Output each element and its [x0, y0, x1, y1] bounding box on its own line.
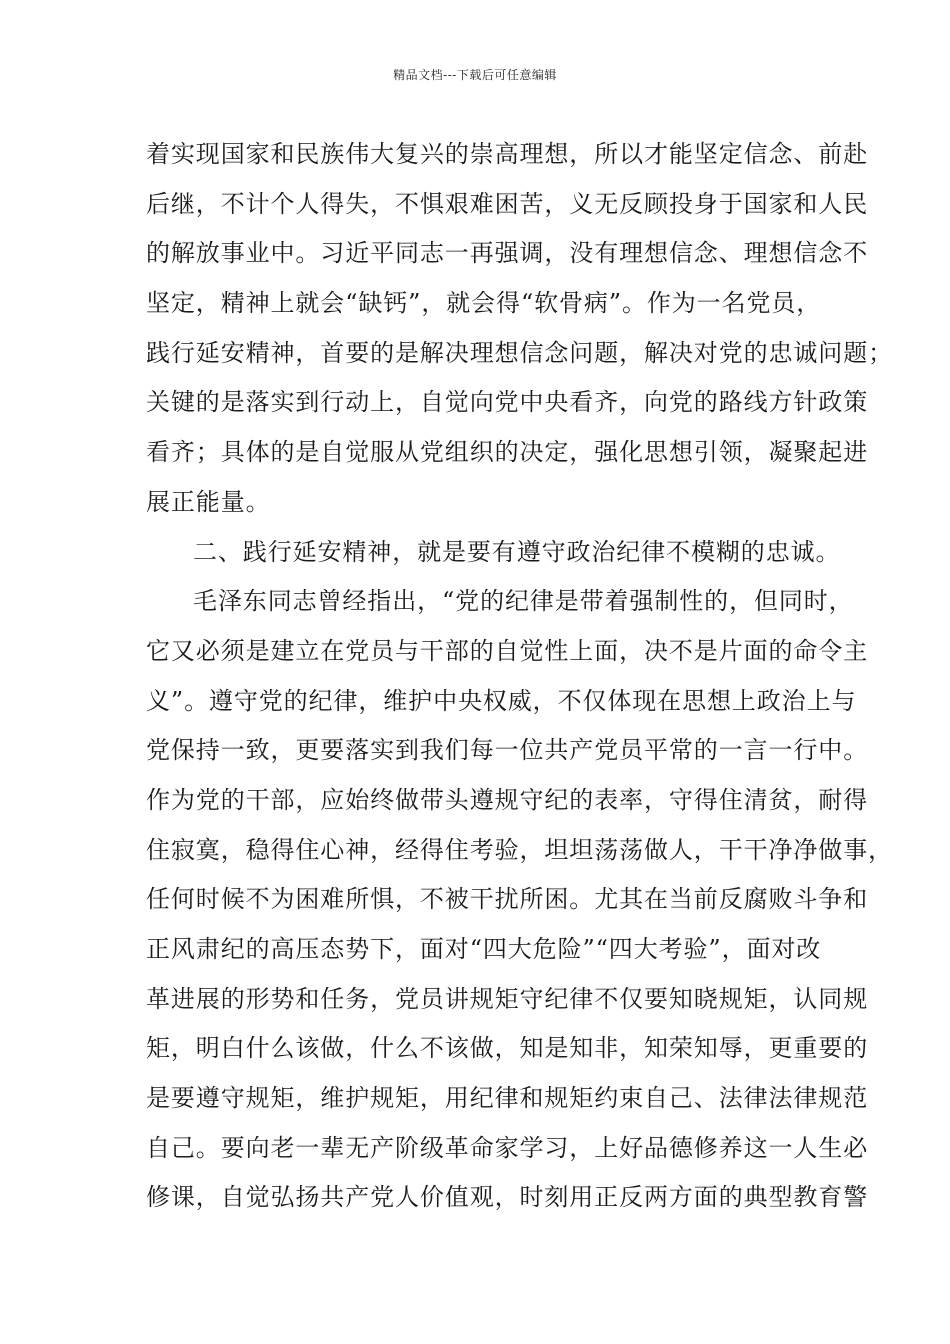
- paragraph-line: 任何时候不为困难所惧，不被干扰所困。尤其在当前反腐败斗争和: [146, 885, 869, 914]
- paragraph-line: 看齐；具体的是自觉服从党组织的决定，强化思想引领，凝聚起进: [146, 438, 869, 467]
- paragraph-line: 党保持一致，更要落实到我们每一位共产党员平常的一言一行中。: [146, 736, 869, 765]
- paragraph-line: 它又必须是建立在党员与干部的自觉性上面，决不是片面的命令主: [146, 636, 869, 665]
- paragraph-line: 作为党的干部，应始终做带头遵规守纪的表率，守得住清贫，耐得: [146, 785, 869, 814]
- paragraph-line: 矩，明白什么该做，什么不该做，知是知非，知荣知辱，更重要的: [146, 1034, 869, 1063]
- section-heading: 二、践行延安精神，就是要有遵守政治纪律不模糊的忠诚。: [193, 537, 841, 566]
- page-header: 精品文档---下载后可任意编辑: [393, 68, 557, 82]
- paragraph-line: 自己。要向老一辈无产阶级革命家学习，上好品德修养这一人生必: [146, 1133, 869, 1162]
- paragraph-line: 是要遵守规矩，维护规矩，用纪律和规矩约束自己、法律法律规范: [146, 1084, 869, 1113]
- paragraph-line: 正风肃纪的高压态势下，面对“四大危险”“四大考验”，面对改: [146, 935, 822, 963]
- document-body: [146, 130, 893, 1223]
- paragraph-line: 毛泽东同志曾经指出，“党的纪律是带着强制性的，但同时，: [193, 587, 854, 616]
- paragraph-line: 后继，不计个人得失，不惧艰难困苦，义无反顾投身于国家和人民: [146, 189, 869, 218]
- paragraph-line: 革进展的形势和任务，党员讲规矩守纪律不仅要知晓规矩，认同规: [146, 984, 869, 1013]
- paragraph-line: 的解放事业中。习近平同志一再强调，没有理想信念、理想信念不: [146, 239, 869, 268]
- paragraph-line: 坚定，精神上就会“缺钙”，就会得“软骨病”。作为一名党员，: [146, 289, 822, 318]
- paragraph-line: 修课，自觉弘扬共产党人价值观，时刻用正反两方面的典型教育警: [146, 1183, 869, 1212]
- paragraph-line: 着实现国家和民族伟大复兴的崇高理想，所以才能坚定信念、前赴: [146, 140, 869, 168]
- paragraph-line: 践行延安精神，首要的是解决理想信念问题，解决对党的忠诚问题；: [146, 338, 893, 367]
- paragraph-line: 关键的是落实到行动上，自觉向党中央看齐，向党的路线方针政策: [146, 388, 869, 417]
- paragraph-line: 展正能量。: [146, 487, 271, 516]
- paragraph-line: 住寂寞，稳得住心神，经得住考验，坦坦荡荡做人，干干净净做事，: [146, 835, 893, 864]
- paragraph-line: 义”。遵守党的纪律，维护中央权威，不仅体现在思想上政治上与: [146, 686, 857, 715]
